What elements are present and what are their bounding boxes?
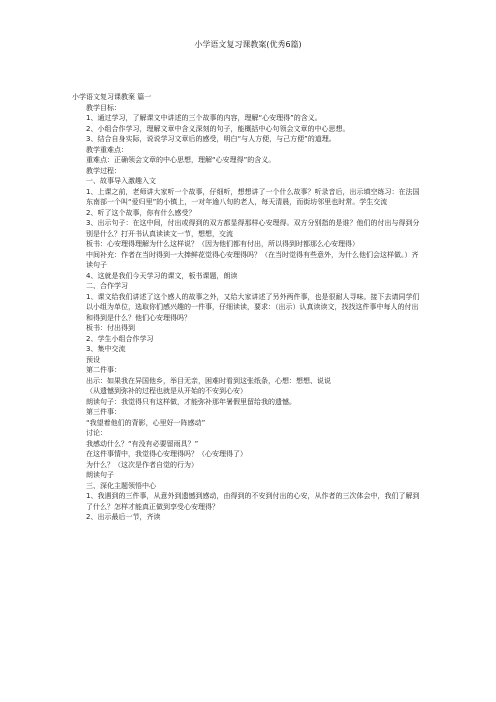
text-line: 1、我遇到的三件事，从意外到遗憾到感动，由得到的不安到付出的心安，从作者的三次体会中，我们了解到了什么？怎样才能真正做到享受心安理得？ [86, 492, 420, 511]
text-line: 讨论： [86, 429, 107, 437]
section-heading: 小学语文复习课教案 篇一 [72, 93, 152, 101]
text-line: 2、小组合作学习，理解文章中含义深刻的句子，能概括中心句领会文章的中心思想。 [86, 124, 350, 133]
text-line: 朗读句子 [86, 471, 114, 479]
text-line: 在这件事情中，我觉得心安理得吗？（心安理得了） [86, 450, 247, 458]
text-line: 3、结合自身实际，说说学习文章后的感受，明白“与人方便，与己方便”的道理。 [86, 135, 336, 143]
text-line: （从遗憾到弥补的过程也就是从开始的不安到心安） [86, 387, 247, 395]
document-title: 小学语文复习课教案(优秀6篇) [194, 40, 302, 49]
text-line: 3、出示句子：在这中间，付出或得到的双方都显得那样心安理得。双方分别指的是谁？他们的付出与得到分别是什么？打开书认真读读文一节，想想，交流 [86, 219, 420, 238]
document-body [72, 92, 424, 523]
text-line: 一、故事导入激趣入文 [86, 177, 156, 185]
text-line: 第二件事： [86, 366, 121, 374]
text-line: 第三件事： [86, 408, 121, 416]
text-line: 教学过程： [86, 166, 121, 175]
text-line: 我感动什么？“有没有必要留雨具？” [86, 439, 199, 448]
text-line: 教学重难点： [86, 145, 128, 154]
text-line: “我望着他们的背影，心里好一阵感动” [86, 418, 206, 427]
text-line: 4、这就是我们今天学习的课文，板书课题，朗读 [86, 271, 238, 280]
text-line: 三、深化主题领悟中心 [86, 481, 156, 490]
text-line: 预设 [86, 355, 100, 364]
paragraph-list [72, 103, 424, 523]
text-line: 为什么？（这次是作者自觉的行为） [86, 460, 198, 469]
text-line: 1、通过学习，了解课文中讲述的三个故事的内容，理解“心安理得”的含义。 [86, 114, 322, 122]
text-line: 板书：付出得到 [86, 324, 135, 332]
text-line: 3、集中交流 [86, 345, 126, 353]
text-line: 板书：心安理得理解为什么这样说？（因为他们都有付出，所以得到时都那么心安理得） [86, 240, 359, 248]
text-line: 出示：如果我在异国他乡，举目无亲，困难时看到这张纸条，心想：想想、说说 [86, 376, 331, 385]
text-line: 中间补充：作者在当时得到一大捧鲜花觉得心安理得吗？（在当时觉得有些意外，为什么他们会这样做。）齐读句子 [86, 250, 419, 269]
text-line: 重难点：正确领会文章的中心思想，理解“心安理得”的含义。 [86, 156, 276, 164]
text-line: 1、上课之前，老师讲大家听一个故事，仔细听，想想讲了一个什么故事？听录音后，出示填空练习：在法国东南部一个叫“爱归里”的小镇上，一对年逾八旬的老人，每天清晨，而街坊邻里也时常。学生交流 [86, 187, 420, 206]
text-line: 1、课文给我们讲述了这个感人的故事之外，又给大家讲述了另外两件事，也是很耐人寻味。接下去请同学们以小组为单位，选取你们感兴趣的一件事，仔细读读，要求：（出示）认真读读文，找找这件事中每人的付出和得到是什么？他们心安理得吗？ [86, 292, 420, 322]
text-line: 2、出示最后一节，齐读 [86, 513, 161, 521]
text-line: 2、听了这个故事，你有什么感受？ [86, 208, 196, 217]
text-line: 二、合作学习 [86, 282, 128, 290]
text-line: 2、学生小组合作学习 [86, 334, 154, 343]
text-line: 朗读句子：我觉得只有这样做，才能弥补那年暑假里留给我的遗憾。 [86, 397, 296, 406]
text-line: 教学目标： [86, 103, 121, 112]
